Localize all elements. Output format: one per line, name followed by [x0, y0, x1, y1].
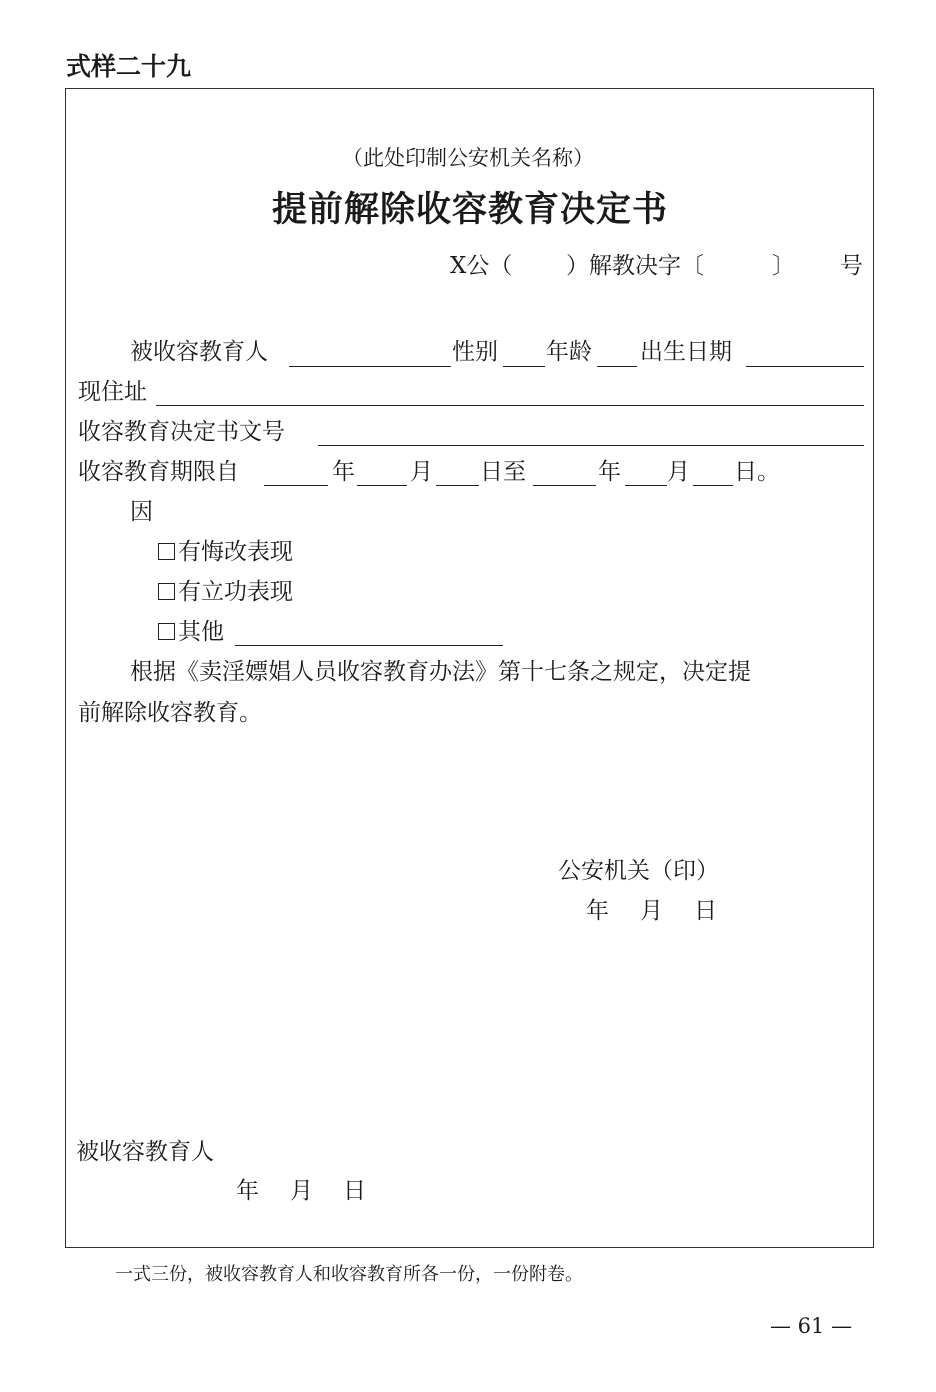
agency-name-placeholder: （此处印制公安机关名称）	[342, 146, 594, 170]
period-to-label: 日至	[480, 459, 526, 485]
period-end-day-blank[interactable]	[693, 485, 733, 486]
decision-number-blank[interactable]	[318, 445, 864, 446]
period-start-month-label: 月	[410, 459, 433, 485]
agency-date-year: 年	[586, 898, 609, 924]
reason-option-merit[interactable]: 有立功表现	[158, 581, 293, 604]
docno-bracket-close: 〕	[772, 253, 795, 279]
recipient-date-day: 日	[343, 1178, 366, 1204]
recipient-label: 被收容教育人	[76, 1139, 214, 1165]
agency-date-month: 月	[640, 898, 663, 924]
docno-mid: ）解教决字〔	[566, 253, 704, 279]
checkbox-icon[interactable]	[158, 583, 175, 600]
reason-option-repentance[interactable]: 有悔改表现	[158, 541, 293, 564]
recipient-date-year: 年	[236, 1178, 259, 1204]
age-label: 年龄	[546, 339, 592, 365]
agency-date-day: 日	[694, 898, 717, 924]
period-end-year-label: 年	[598, 459, 621, 485]
person-label: 被收容教育人	[130, 339, 268, 365]
legal-basis-line-2: 前解除收容教育。	[78, 700, 262, 726]
period-start-year-label: 年	[332, 459, 355, 485]
reason-label: 因	[130, 499, 153, 525]
legal-basis-line-1: 根据《卖淫嫖娼人员收容教育办法》第十七条之规定，决定提	[130, 659, 751, 685]
sex-label: 性别	[452, 339, 498, 365]
person-name-blank[interactable]	[289, 366, 451, 367]
period-end-year-blank[interactable]	[533, 485, 596, 486]
form-title: 提前解除收容教育决定书	[271, 189, 668, 230]
agency-seal-label: 公安机关（印）	[558, 858, 719, 884]
sex-blank[interactable]	[503, 366, 545, 367]
period-start-day-blank[interactable]	[436, 485, 479, 486]
reason-other-blank[interactable]	[235, 645, 503, 646]
birth-date-label: 出生日期	[640, 339, 732, 365]
address-blank[interactable]	[156, 405, 864, 406]
address-label: 现住址	[78, 379, 147, 405]
age-blank[interactable]	[597, 366, 637, 367]
recipient-date-month: 月	[290, 1178, 313, 1204]
page-number: — 61 —	[770, 1314, 853, 1338]
sample-label: 式样二十九	[66, 52, 192, 81]
period-label: 收容教育期限自	[78, 459, 239, 485]
birth-date-blank[interactable]	[746, 366, 864, 367]
reason-option-other[interactable]: 其他	[158, 621, 224, 644]
copies-footnote: 一式三份，被收容教育人和收容教育所各一份，一份附卷。	[115, 1264, 583, 1285]
period-end-month-blank[interactable]	[625, 485, 667, 486]
docno-prefix: X公（	[450, 253, 513, 279]
checkbox-icon[interactable]	[158, 623, 175, 640]
docno-suffix: 号	[840, 253, 863, 279]
decision-number-label: 收容教育决定书文号	[78, 419, 285, 445]
checkbox-icon[interactable]	[158, 543, 175, 560]
period-start-year-blank[interactable]	[264, 485, 328, 486]
period-end-month-label: 月	[667, 459, 690, 485]
period-end-day-label: 日。	[734, 459, 780, 485]
period-start-month-blank[interactable]	[357, 485, 407, 486]
